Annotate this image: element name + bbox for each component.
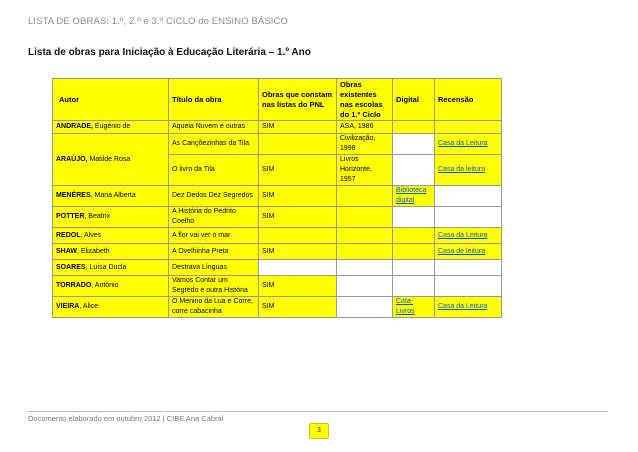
- author-surname: SOARES: [56, 263, 86, 271]
- col-header-titulo: Título da obra: [169, 79, 259, 121]
- author-cell: [53, 121, 169, 134]
- author-cell: [53, 228, 169, 244]
- escolas-cell: [337, 260, 393, 276]
- col-header-autor: Autor: [53, 79, 169, 121]
- author-given: Matilde Rosa: [87, 155, 131, 163]
- title-cell: O livro da Tila: [169, 155, 259, 186]
- digital-cell: [393, 297, 435, 318]
- pnl-cell: SIM: [259, 276, 337, 297]
- title-cell: Destrava Línguas: [169, 260, 259, 276]
- footer-divider: [28, 411, 608, 412]
- table-row: [53, 260, 502, 276]
- author-cell: [53, 134, 169, 186]
- table-header-row: [53, 79, 502, 121]
- digital-cell: [393, 207, 435, 228]
- title-cell: Dez Dedos Dez Segredos: [169, 186, 259, 207]
- author-given: , Maria Alberta: [90, 192, 136, 199]
- works-table: [52, 78, 502, 318]
- pnl-cell: [259, 134, 337, 155]
- author-given: , Luísa Ducla: [85, 263, 127, 271]
- escolas-cell: [337, 297, 393, 318]
- recensao-cell: [435, 276, 502, 297]
- author-surname: REDOL: [56, 231, 81, 239]
- author-cell: [53, 207, 169, 228]
- escolas-cell: [337, 207, 393, 228]
- escolas-cell: [337, 186, 393, 207]
- col-header-pnl: Obras que constam nas listas do PNL: [259, 79, 337, 121]
- recensao-cell: [435, 244, 502, 260]
- author-cell: [53, 297, 169, 318]
- recensao-cell: [435, 260, 502, 276]
- col-header-digital: Digital: [393, 79, 435, 121]
- recensao-link[interactable]: Casa da Leitura: [438, 140, 488, 147]
- author-surname: MENÉRES: [56, 192, 91, 199]
- author-given: , Alice: [79, 303, 99, 310]
- footer-text: Documento elaborado em outubro 2012 | CIBE Ana Cabral: [28, 414, 224, 423]
- table-row: [53, 207, 502, 228]
- pnl-cell: SIM: [259, 186, 337, 207]
- digital-cell: [393, 186, 435, 207]
- recensao-link[interactable]: Casa de leitura: [438, 247, 486, 255]
- recensao-link[interactable]: Casa da Leitura: [438, 303, 488, 310]
- author-surname: TORRADO: [56, 282, 92, 289]
- author-cell: [53, 186, 169, 207]
- author-cell: [53, 260, 169, 276]
- table-row: [53, 244, 502, 260]
- table-row: [53, 297, 502, 318]
- table-row: [53, 186, 502, 207]
- author-cell: [53, 244, 169, 260]
- digital-cell: [393, 121, 435, 134]
- digital-cell: [393, 134, 435, 155]
- title-cell: Aqueia Nuvem e outras: [169, 121, 259, 134]
- title-cell: A História do Pedrito Coelho: [169, 207, 259, 228]
- escolas-cell: [337, 244, 393, 260]
- col-header-recensao: Recensão: [435, 79, 502, 121]
- escolas-cell: Civilização, 1998: [337, 134, 393, 155]
- recensao-cell: [435, 228, 502, 244]
- author-given: , Elizabeth: [77, 247, 110, 255]
- pnl-cell: SIM: [259, 244, 337, 260]
- digital-cell: [393, 276, 435, 297]
- title-cell: A Ovelhinha Preta: [169, 244, 259, 260]
- digital-cell: [393, 244, 435, 260]
- recensao-cell: [435, 134, 502, 155]
- escolas-cell: Livros Horizonte, 1957: [337, 155, 393, 186]
- escolas-cell: ASA, 1986: [337, 121, 393, 134]
- col-header-escolas: Obras existentes nas escolas do 1.º Ciclo: [337, 79, 393, 121]
- pnl-cell: [259, 228, 337, 244]
- pnl-cell: SIM: [259, 297, 337, 318]
- escolas-cell: [337, 228, 393, 244]
- author-given: , Alves: [80, 231, 102, 239]
- recensao-cell: [435, 155, 502, 186]
- author-given: Eugénio de: [92, 123, 131, 130]
- table-row: [53, 276, 502, 297]
- recensao-link[interactable]: Casa da Leitura: [438, 231, 488, 239]
- digital-cell: [393, 260, 435, 276]
- title-cell: A flor vai ver o mar: [169, 228, 259, 244]
- title-cell: O Menino da Lua e Corre, corre cabacinha: [169, 297, 259, 318]
- author-surname: POTTER: [56, 213, 85, 220]
- recensao-cell: [435, 121, 502, 134]
- author-given: , António: [91, 282, 119, 289]
- digital-cell: [393, 228, 435, 244]
- pnl-cell: [259, 260, 337, 276]
- page-number: 3: [309, 423, 329, 439]
- table-row: [53, 228, 502, 244]
- page-header: LISTA DE OBRAS: 1.º, 2.º e 3.º CICLO do ENSINO BÁSICO: [28, 16, 288, 27]
- recensao-cell: [435, 186, 502, 207]
- author-surname: ARAÚJO,: [56, 155, 88, 163]
- escolas-cell: [337, 276, 393, 297]
- recensao-cell: [435, 297, 502, 318]
- recensao-link[interactable]: Casa da leitura: [438, 166, 486, 173]
- title-cell: As Cançõezinhas da Tila: [169, 134, 259, 155]
- table-row: [53, 134, 502, 155]
- author-cell: [53, 276, 169, 297]
- digital-link[interactable]: Cata-Livros: [396, 298, 415, 315]
- title-cell: Vamos Contar um Segredo e outra História: [169, 276, 259, 297]
- page-subtitle: Lista de obras para Iniciação à Educação Literária – 1.º Ano: [28, 47, 311, 58]
- table-row: [53, 121, 502, 134]
- digital-cell: [393, 155, 435, 186]
- author-given: , Beatrix: [84, 213, 111, 220]
- author-surname: VIEIRA: [56, 303, 80, 310]
- pnl-cell: SIM: [259, 207, 337, 228]
- pnl-cell: SIM: [259, 121, 337, 134]
- pnl-cell: SIM: [259, 155, 337, 186]
- author-surname: SHAW: [56, 247, 77, 255]
- recensao-cell: [435, 207, 502, 228]
- digital-link[interactable]: Biblioteca digital: [396, 187, 427, 204]
- author-surname: ANDRADE,: [56, 123, 93, 130]
